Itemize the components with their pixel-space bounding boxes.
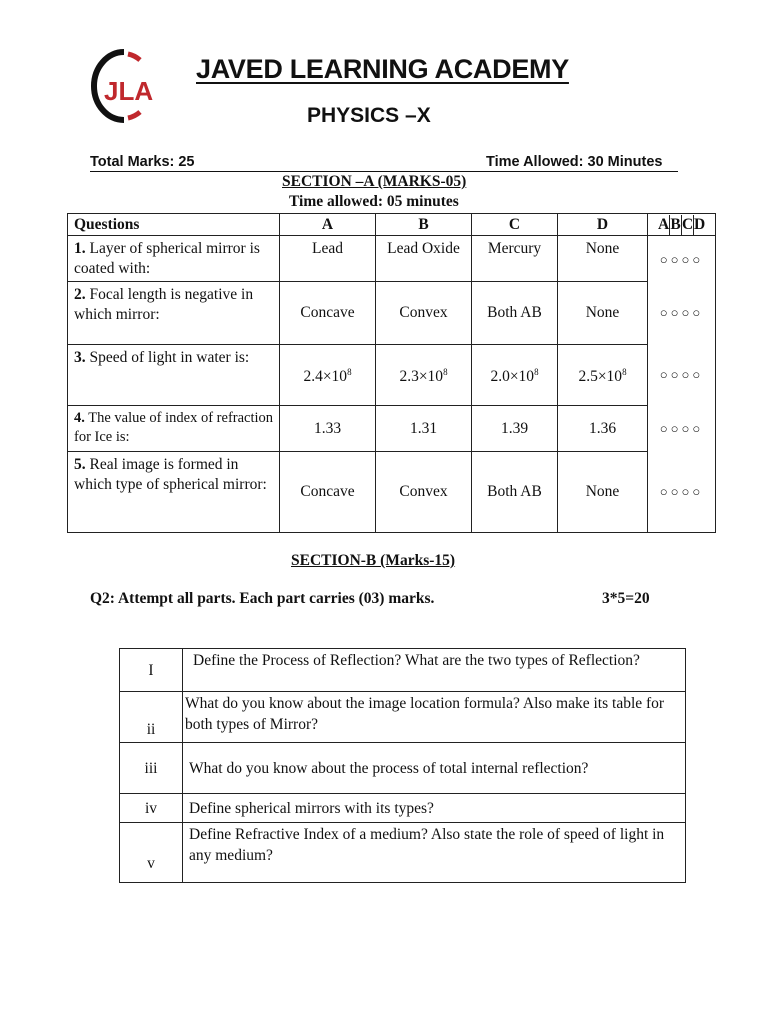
q3-option-d-exp: 8 — [622, 367, 627, 378]
q4-option-d: 1.36 — [558, 406, 648, 452]
q3-option-b-base: 2.3×10 — [399, 368, 444, 386]
bubble-header-a: A — [658, 215, 670, 233]
question-5-number: 5. — [74, 456, 86, 473]
question-5-text: Real image is formed in which type of spherical mirror: — [74, 456, 267, 493]
subject-title: PHYSICS –X — [307, 104, 431, 127]
q2-label: Q2: — [90, 590, 115, 607]
q5-option-d: None — [558, 452, 648, 533]
q1-option-d: None — [558, 236, 648, 282]
question-3 — [68, 345, 280, 406]
logo-text: JLA — [104, 76, 154, 106]
question-2-text: Focal length is negative in which mirror: — [74, 286, 254, 323]
section-a-time: Time allowed: 05 minutes — [289, 193, 459, 210]
question-3-text: Speed of light in water is: — [85, 349, 250, 366]
q3-option-a — [280, 345, 376, 406]
academy-name: JAVED LEARNING ACADEMY — [196, 54, 569, 84]
question-1 — [68, 236, 280, 282]
q5-answer-bubbles[interactable]: ○○○○ — [648, 452, 716, 533]
part-5-number: v — [120, 823, 183, 883]
question-1-number: 1. — [74, 240, 86, 257]
option-c-header: C — [472, 214, 558, 236]
question-1-text: Layer of spherical mirror is coated with: — [74, 240, 260, 277]
q4-option-b: 1.31 — [376, 406, 472, 452]
question-3-number: 3. — [74, 349, 86, 366]
q3-option-d — [558, 345, 648, 406]
q2-option-b: Convex — [376, 282, 472, 345]
part-5-text: Define Refractive Index of a medium? Also state the role of speed of light in any medium? — [183, 823, 686, 883]
q3-option-b — [376, 345, 472, 406]
part-1-text: Define the Process of Reflection? What are the two types of Reflection? — [183, 649, 686, 692]
total-marks: Total Marks: 25 — [90, 154, 195, 170]
part-4-number: iv — [120, 794, 183, 823]
question-4-number: 4. — [74, 410, 85, 426]
q3-answer-bubbles[interactable]: ○○○○ — [648, 345, 716, 406]
part-2-text: What do you know about the image location formula? Also make its table for both types of Mirror? — [183, 692, 686, 743]
part-2-number: ii — [120, 692, 183, 743]
mcq-row-5 — [68, 452, 716, 533]
part-1-number: I — [120, 649, 183, 692]
bubble-header-b: B — [670, 215, 681, 233]
mcq-row-2 — [68, 282, 716, 345]
q1-option-a: Lead — [280, 236, 376, 282]
questions-header: Questions — [68, 214, 280, 236]
mcq-table — [67, 213, 716, 533]
q3-option-a-base: 2.4×10 — [303, 368, 348, 386]
q2-instruction — [90, 590, 434, 608]
mcq-row-3 — [68, 345, 716, 406]
academy-logo — [90, 46, 162, 126]
section-b-row-5 — [120, 823, 686, 883]
q1-option-c: Mercury — [472, 236, 558, 282]
q3-option-a-exp: 8 — [347, 367, 352, 378]
time-allowed: Time Allowed: 30 Minutes — [486, 154, 663, 170]
q3-option-c — [472, 345, 558, 406]
q5-option-c: Both AB — [472, 452, 558, 533]
question-5 — [68, 452, 280, 533]
q4-answer-bubbles[interactable]: ○○○○ — [648, 406, 716, 452]
bubble-header — [648, 214, 716, 236]
q4-option-a: 1.33 — [280, 406, 376, 452]
q2-text: Attempt all parts. Each part carries (03) marks. — [114, 590, 435, 607]
q2-option-d: None — [558, 282, 648, 345]
q2-score: 3*5=20 — [602, 590, 650, 607]
bubble-header-c: C — [682, 215, 694, 233]
section-a-title: SECTION –A (MARKS-05) — [282, 173, 467, 190]
mcq-row-1 — [68, 236, 716, 282]
option-a-header: A — [280, 214, 376, 236]
section-b-row-3 — [120, 743, 686, 794]
section-b-row-4 — [120, 794, 686, 823]
section-b-row-2 — [120, 692, 686, 743]
q2-option-c: Both AB — [472, 282, 558, 345]
option-d-header: D — [558, 214, 648, 236]
q1-option-b: Lead Oxide — [376, 236, 472, 282]
mcq-row-4 — [68, 406, 716, 452]
question-2-number: 2. — [74, 286, 86, 303]
q2-answer-bubbles[interactable]: ○○○○ — [648, 282, 716, 345]
q2-option-a: Concave — [280, 282, 376, 345]
header-underline — [90, 171, 678, 172]
part-4-text: Define spherical mirrors with its types? — [183, 794, 686, 823]
part-3-text: What do you know about the process of total internal reflection? — [183, 743, 686, 794]
option-b-header: B — [376, 214, 472, 236]
q5-option-a: Concave — [280, 452, 376, 533]
bubble-header-d: D — [694, 215, 706, 233]
q3-option-d-base: 2.5×10 — [578, 368, 623, 386]
question-2 — [68, 282, 280, 345]
part-3-number: iii — [120, 743, 183, 794]
question-4-text: The value of index of refraction for Ice is: — [74, 410, 274, 445]
q3-option-c-base: 2.0×10 — [490, 368, 535, 386]
mcq-header-row — [68, 214, 716, 236]
section-b-title: SECTION-B (Marks-15) — [291, 552, 456, 569]
q4-option-c: 1.39 — [472, 406, 558, 452]
q3-option-b-exp: 8 — [443, 367, 448, 378]
question-4 — [68, 406, 280, 452]
section-b-table — [119, 648, 686, 883]
section-b-row-1 — [120, 649, 686, 692]
q5-option-b: Convex — [376, 452, 472, 533]
q3-option-c-exp: 8 — [534, 367, 539, 378]
q1-answer-bubbles[interactable]: ○○○○ — [648, 236, 716, 282]
